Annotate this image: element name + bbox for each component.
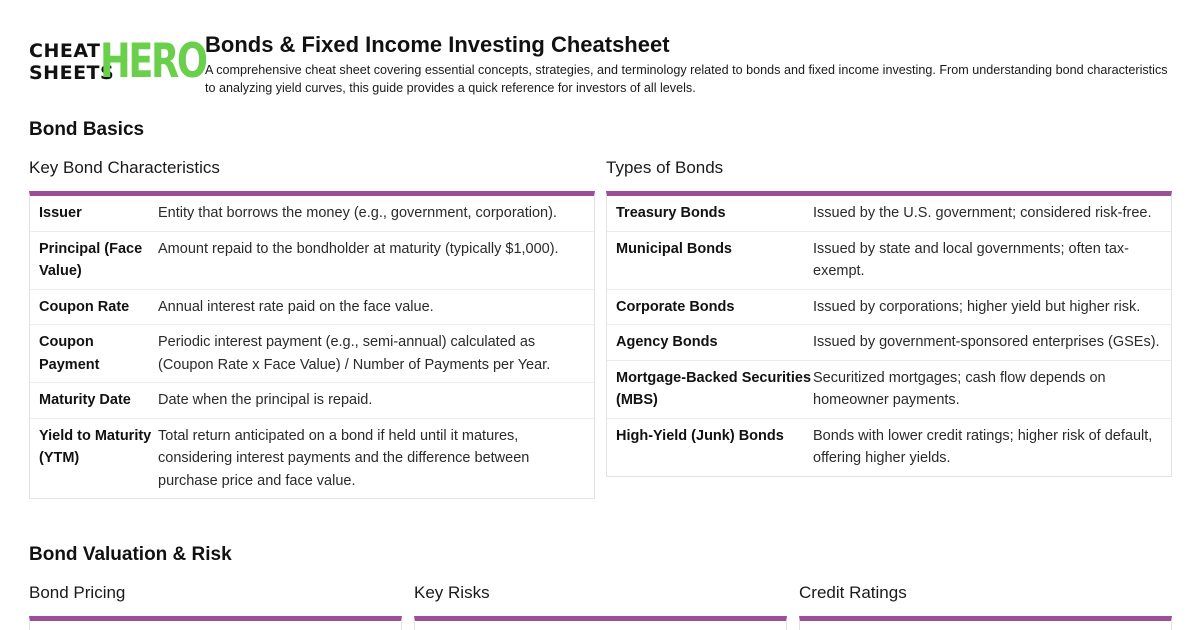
definition: Securitized mortgages; cash flow depends on homeowner payments. <box>813 369 1106 408</box>
card-title-key-bond-characteristics: Key Bond Characteristics <box>29 158 220 177</box>
term: Mortgage-Backed Securities (MBS) <box>616 369 812 408</box>
definition: Total return anticipated on a bond if held until it matures, considering interest payments and the difference between purchase price and face value. <box>158 427 530 489</box>
bond-pricing-table <box>29 616 402 630</box>
term: Corporate Bonds <box>616 298 735 315</box>
table-row <box>607 290 1171 326</box>
table-row <box>30 232 594 290</box>
term: Coupon Payment <box>39 334 100 373</box>
card-title-types-of-bonds: Types of Bonds <box>606 158 724 177</box>
term: Treasury Bonds <box>616 205 726 221</box>
key-risks-table <box>414 616 787 630</box>
term: High-Yield (Junk) Bonds <box>616 427 784 444</box>
term: Municipal Bonds <box>616 240 732 257</box>
definition: Amount repaid to the bondholder at maturity (typically $1,000). <box>158 240 559 257</box>
definition: Entity that borrows the money (e.g., government, corporation). <box>158 205 557 221</box>
term: Coupon Rate <box>39 298 130 315</box>
logo-line-2: SHEETS <box>29 62 115 84</box>
card-title-key-risks: Key Risks <box>414 583 490 602</box>
table-row <box>30 383 594 419</box>
definition: Periodic interest payment (e.g., semi-annual) calculated as (Coupon Rate x Face Value) / Number of Payments per Year. <box>158 334 551 373</box>
term: Issuer <box>39 205 82 221</box>
definition: Bonds with lower credit ratings; higher risk of default, offering higher yields. <box>813 427 1153 466</box>
definition: Issued by government-sponsored enterprises (GSEs). <box>813 334 1160 350</box>
definition: Issued by the U.S. government; considered risk-free. <box>813 205 1152 221</box>
term: Maturity Date <box>39 392 131 408</box>
credit-ratings-table <box>799 616 1172 630</box>
table-row <box>607 196 1171 232</box>
table-row <box>30 419 594 499</box>
definition: Date when the principal is repaid. <box>158 392 373 408</box>
term: Principal (Face Value) <box>39 240 143 279</box>
table-row <box>30 290 594 326</box>
logo-hero-text: HERO <box>100 34 206 89</box>
table-row <box>30 325 594 383</box>
table-row <box>607 419 1171 476</box>
page-description: A comprehensive cheat sheet covering essential concepts, strategies, and terminology related to bonds and fixed income investing. From understanding bond characteristics to analyzing yield curves, this guide provides a quick reference for investors of all levels. <box>205 63 1168 95</box>
table-row <box>607 232 1171 290</box>
section-title-bond-basics: Bond Basics <box>29 119 145 140</box>
table-row <box>607 325 1171 361</box>
definition: Issued by corporations; higher yield but higher risk. <box>813 298 1141 315</box>
definition: Issued by state and local governments; often tax-exempt. <box>813 240 1129 279</box>
section-title-bond-valuation-risk: Bond Valuation & Risk <box>29 544 232 565</box>
term: Agency Bonds <box>616 334 718 350</box>
page-header <box>29 32 1179 102</box>
cheatsheets-hero-logo[interactable] <box>29 34 206 89</box>
table-row <box>607 361 1171 419</box>
key-bond-characteristics-table <box>29 191 595 499</box>
card-title-credit-ratings: Credit Ratings <box>799 583 907 602</box>
table-row <box>30 196 594 232</box>
logo-line-1: CHEAT <box>29 40 101 62</box>
term: Yield to Maturity (YTM) <box>39 427 152 466</box>
page-title: Bonds & Fixed Income Investing Cheatsheet <box>205 32 670 57</box>
types-of-bonds-table <box>606 191 1172 477</box>
definition: Annual interest rate paid on the face value. <box>158 298 434 315</box>
card-title-bond-pricing: Bond Pricing <box>29 583 126 602</box>
